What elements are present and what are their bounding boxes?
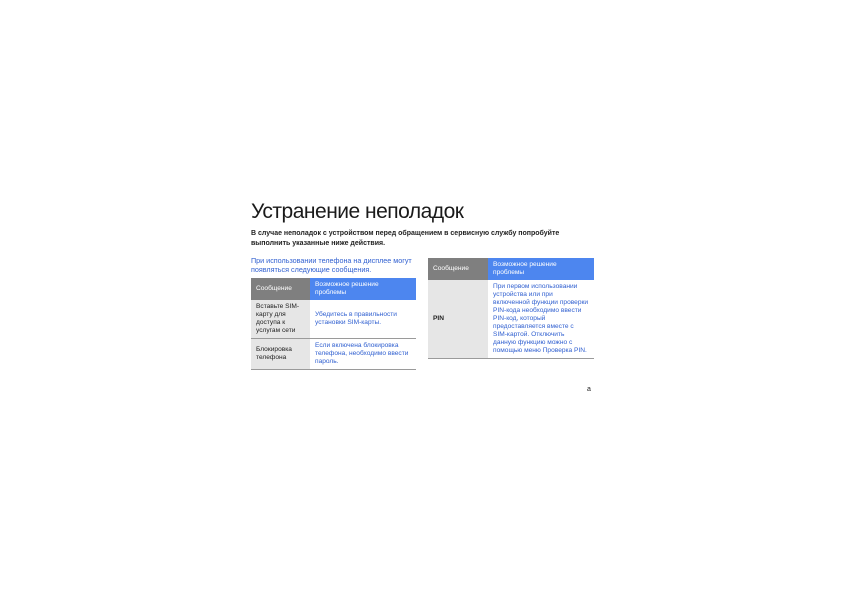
solution-cell: Убедитесь в правильности установки SIM-карты. <box>310 300 416 339</box>
table-row <box>251 339 416 370</box>
page-title: Устранение неполадок <box>251 200 464 223</box>
header-solution: Возможное решение проблемы <box>488 258 594 280</box>
page-number: a <box>587 386 591 393</box>
table-row <box>428 280 594 359</box>
message-cell: Вставьте SIM-карту для доступа к услугам сети <box>251 300 310 339</box>
table-lead-text: При использовании телефона на дисплее могут появляться следующие сообщения. <box>251 256 412 274</box>
table-row <box>251 300 416 339</box>
solution-cell: При первом использовании устройства или при включенной функции проверки PIN-кода необходимо ввести PIN-код, который предоставляется вместе с SIM-картой. Отключить данную функцию можно с помощью меню Проверка PIN. <box>488 280 594 359</box>
header-message: Сообщение <box>428 258 488 280</box>
message-cell: PIN <box>428 280 488 359</box>
intro-text: В случае неполадок с устройством перед обращением в сервисную службу попробуйте выполнить указанные ниже действия. <box>251 230 560 247</box>
table-header-row <box>428 258 594 280</box>
messages-table-1 <box>251 278 416 370</box>
table-header-row <box>251 278 416 300</box>
message-cell: Блокировка телефона <box>251 339 310 370</box>
header-message: Сообщение <box>251 278 310 300</box>
solution-cell: Если включена блокировка телефона, необходимо ввести пароль. <box>310 339 416 370</box>
header-solution: Возможное решение проблемы <box>310 278 416 300</box>
messages-table-2 <box>428 258 594 359</box>
